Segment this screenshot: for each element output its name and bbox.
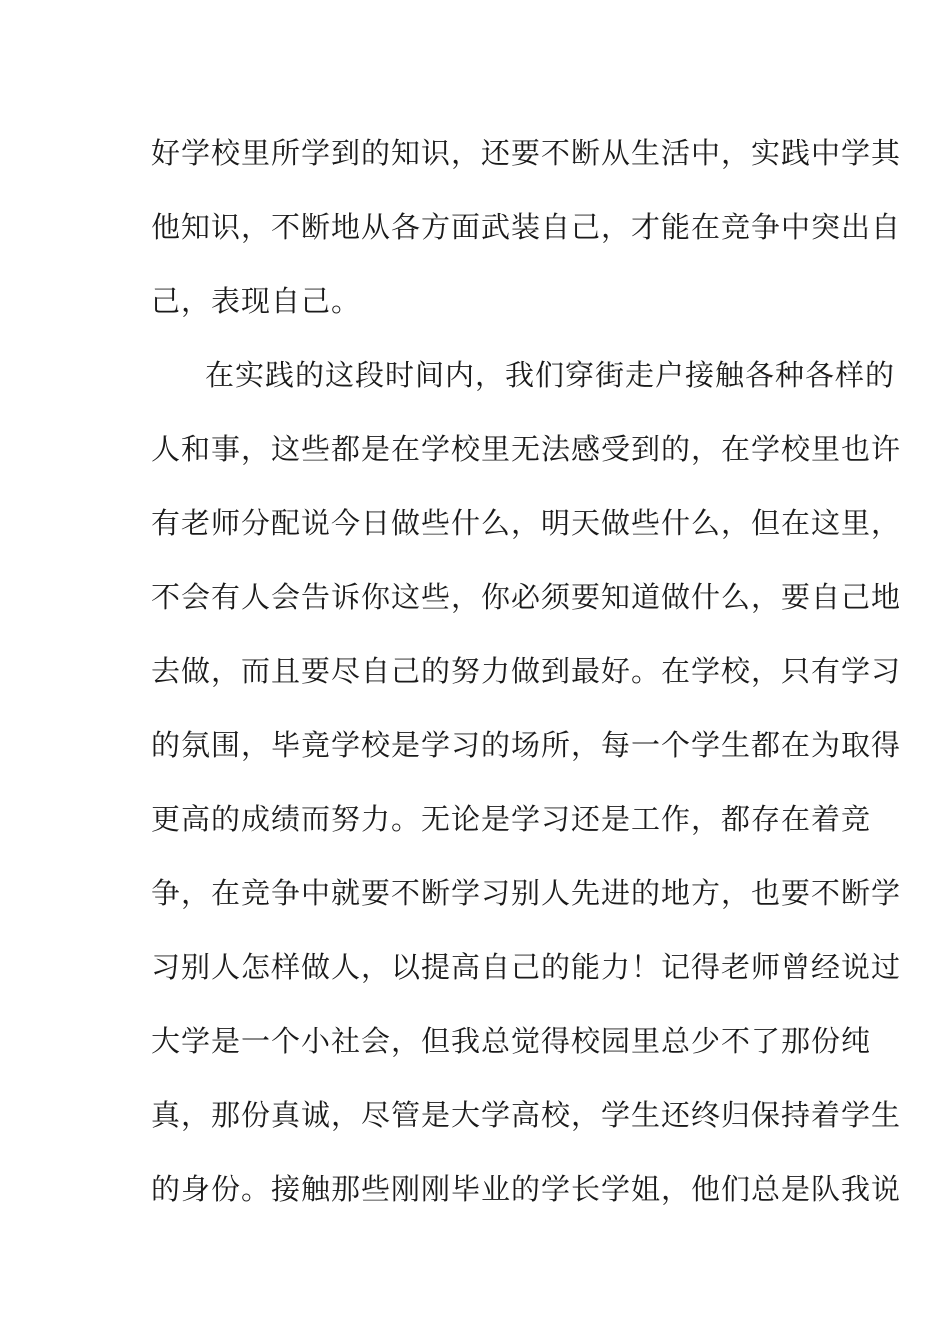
paragraph-first-line: 在实践的这段时间内，我们穿街走户接触各种各样的 <box>205 358 896 392</box>
body-text <box>151 124 902 1234</box>
text-line: 己，表现自己。 <box>151 284 362 318</box>
text-line: 的身份。接触那些刚刚毕业的学长学姐，他们总是队我说 <box>151 1172 902 1206</box>
text-line: 不会有人会告诉你这些，你必须要知道做什么，要自己地 <box>151 580 902 614</box>
text-line: 有老师分配说今日做些什么，明天做些什么，但在这里， <box>151 506 902 540</box>
text-line: 的氛围，毕竟学校是学习的场所，每一个学生都在为取得 <box>151 728 902 762</box>
text-line: 真，那份真诚，尽管是大学高校，学生还终归保持着学生 <box>151 1098 902 1132</box>
text-line: 去做，而且要尽自己的努力做到最好。在学校，只有学习 <box>151 654 902 688</box>
text-line: 争，在竞争中就要不断学习别人先进的地方，也要不断学 <box>151 876 902 910</box>
text-line: 更高的成绩而努力。无论是学习还是工作，都存在着竞 <box>151 802 872 836</box>
text-line: 他知识，不断地从各方面武装自己，才能在竞争中突出自 <box>151 210 902 244</box>
text-line: 大学是一个小社会，但我总觉得校园里总少不了那份纯 <box>151 1024 872 1058</box>
text-line: 习别人怎样做人，以提高自己的能力！记得老师曾经说过 <box>151 950 902 984</box>
text-line: 好学校里所学到的知识，还要不断从生活中，实践中学其 <box>151 136 902 170</box>
text-line: 人和事，这些都是在学校里无法感受到的，在学校里也许 <box>151 432 902 466</box>
